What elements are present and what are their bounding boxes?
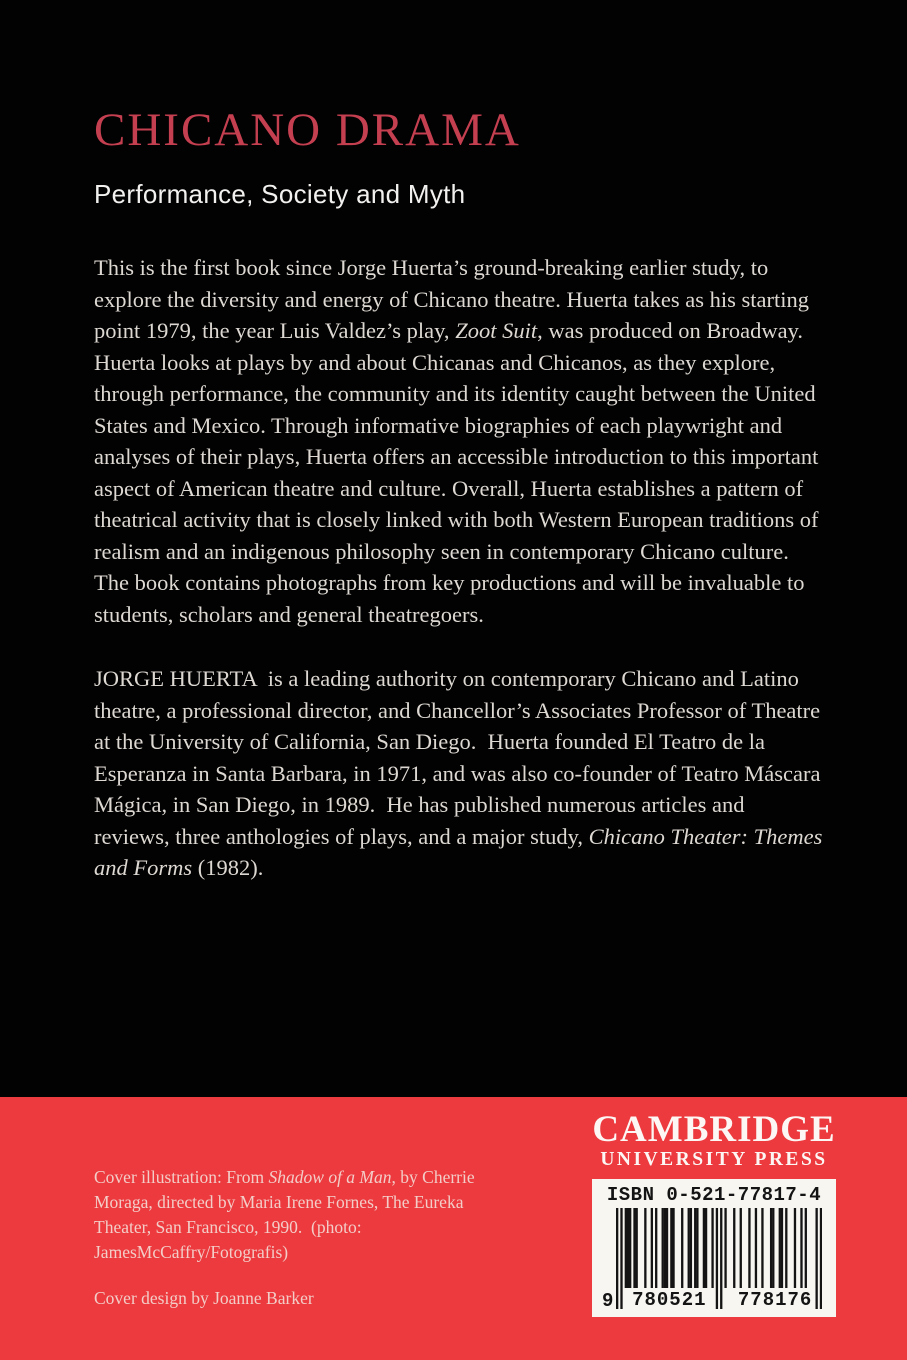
book-title: CHICANO DRAMA (94, 104, 521, 156)
publisher-block (592, 1111, 836, 1317)
synopsis-paragraph: This is the first book since Jorge Huerta’s ground-breaking earlier study, to explore the diversity and energy of Chicano theatre. Huerta takes as his starting point 1979, the year Luis Valdez’s play, Zoot Suit, was produced on Broadway. Huerta looks at plays by and about Chicanas and Chicanos, as they explore, through performance, the community and its identity caught between the United States and Mexico. Through informative biographies of each playwright and analyses of their plays, Huerta offers an accessible introduction to this important aspect of American theatre and culture. Overall, Huerta establishes a pattern of theatrical activity that is closely linked with both Western European traditions of realism and an indigenous philosophy seen in contemporary Chicano culture. The book contains photographs from key productions and will be invaluable to students, scholars and general theatregoers. (94, 255, 825, 627)
cover-illustration-credit: Cover illustration: From Shadow of a Man, by Cherrie Moraga, directed by Maria Irene Fornes, The Eureka Theater, San Francisco, 1990. (photo: JamesMcCaffry/Fotografis) (94, 1167, 479, 1262)
publisher-band (0, 1097, 907, 1360)
publisher-logo (592, 1111, 836, 1171)
book-subtitle: Performance, Society and Myth (94, 179, 466, 209)
ean-group-left: 780521 (632, 1289, 707, 1311)
ean-barcode (592, 1206, 836, 1312)
ean-group-right: 778176 (737, 1289, 813, 1311)
publisher-name: CAMBRIDGE (592, 1109, 836, 1150)
barcode-bars (616, 1208, 828, 1312)
ean-leading-digit: 9 (602, 1290, 614, 1312)
publisher-name-sub: UNIVERSITY PRESS (600, 1149, 828, 1170)
author-bio-paragraph: JORGE HUERTA is a leading authority on contemporary Chicano and Latino theatre, a professional director, and Chancellor’s Associates Professor of Theatre at the University of California, San Diego. Huerta founded El Teatro de la Esperanza in Santa Barbara, in 1971, and was also co-founder of Teatro Máscara Mágica, in San Diego, in 1989. He has published numerous articles and reviews, three anthologies of plays, and a major study, Chicano Theater: Themes and Forms (1982). (94, 666, 829, 880)
isbn-barcode-box (592, 1179, 836, 1317)
isbn-label: ISBN 0-521-77817-4 (606, 1184, 822, 1206)
cover-design-credit: Cover design by Joanne Barker (94, 1288, 314, 1308)
ean-digits (616, 1290, 828, 1310)
